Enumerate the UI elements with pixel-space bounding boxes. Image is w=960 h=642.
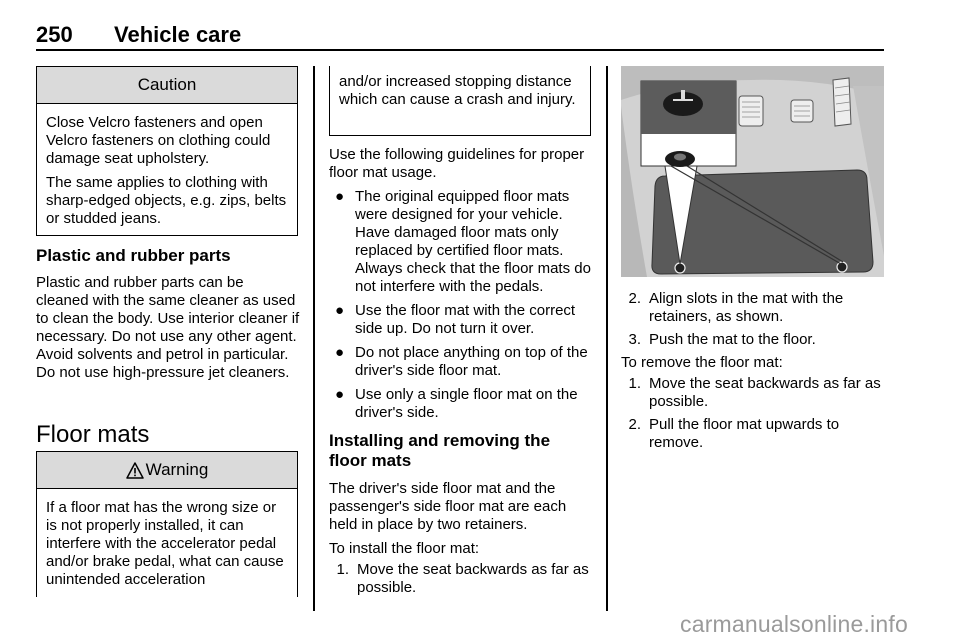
step-text: Align slots in the mat with the retainers, as shown. xyxy=(649,290,844,325)
caution-paragraph: Close Velcro fasteners and open Velcro fasteners on clothing could damage seat upholstery. xyxy=(46,114,271,167)
list-item-text: Do not place anything on top of the driver's side floor mat. xyxy=(355,344,588,379)
watermark: carmanualsonline.info xyxy=(680,611,908,637)
list-item xyxy=(329,386,595,422)
guidelines-intro: Use the following guidelines for proper floor mat usage. xyxy=(329,146,585,181)
step-text: Move the seat backwards as far as possible. xyxy=(357,561,589,596)
step-number: 1. xyxy=(628,375,641,392)
installing-block xyxy=(329,480,595,602)
list-item xyxy=(329,344,595,380)
remove-intro: To remove the floor mat: xyxy=(621,354,783,371)
retainer-icon xyxy=(837,262,847,272)
list-item xyxy=(621,331,887,349)
guidelines-block xyxy=(329,146,595,428)
pedal-icon xyxy=(833,78,851,126)
list-item xyxy=(621,416,887,452)
column-divider-1 xyxy=(313,66,315,611)
pedal-icon xyxy=(791,100,813,122)
step-number: 2. xyxy=(628,290,641,307)
step-number: 1. xyxy=(336,561,349,578)
list-item xyxy=(329,561,595,597)
step-text: Pull the floor mat upwards to remove. xyxy=(649,416,840,451)
retainer-icon xyxy=(675,263,685,273)
bullet-icon: ● xyxy=(335,386,345,403)
list-item xyxy=(621,375,887,411)
caution-box xyxy=(36,66,298,236)
install-intro: To install the floor mat: xyxy=(329,540,480,557)
step-number: 3. xyxy=(628,331,641,348)
floor-mats-heading: Floor mats xyxy=(36,421,150,448)
steps-block xyxy=(621,290,887,457)
bullet-icon: ● xyxy=(335,188,345,205)
step-text: Push the mat to the floor. xyxy=(649,331,816,348)
list-item-text: Use the floor mat with the correct side up. Do not turn it over. xyxy=(355,302,576,337)
column-divider-2 xyxy=(606,66,608,611)
warning-title: Warning xyxy=(145,460,209,479)
warning-box xyxy=(36,451,298,597)
section-title: Vehicle care xyxy=(114,22,242,47)
warning-header xyxy=(37,452,297,489)
warning-body: If a floor mat has the wrong size or is not properly installed, it can interfere with the accelerator pedal and/or brake pedal, what can cause unintended acceleration xyxy=(46,499,284,588)
step-text: Move the seat backwards as far as possible. xyxy=(649,375,881,410)
installing-body: The driver's side floor mat and the passenger's side floor mat are each held in place by two retainers. xyxy=(329,480,567,533)
warning-triangle-icon xyxy=(126,462,144,479)
page-number: 250 xyxy=(36,22,73,47)
bullet-icon: ● xyxy=(335,344,345,361)
list-item xyxy=(329,188,595,296)
warning-box-continued xyxy=(329,66,591,136)
pedal-icon xyxy=(739,96,763,126)
plastic-heading: Plastic and rubber parts xyxy=(36,246,231,265)
list-item xyxy=(621,290,887,326)
caution-title: Caution xyxy=(37,67,297,104)
floor-mat-illustration xyxy=(621,66,884,277)
list-item xyxy=(329,302,595,338)
installing-heading: Installing and removing the floor mats xyxy=(329,431,551,470)
header-rule xyxy=(36,49,884,51)
plastic-body: Plastic and rubber parts can be cleaned with the same cleaner as used to clean the body. Use interior cleaner if necessary. Do not use any other agent. Avoid solvents and petrol in particular. Do not use high-pressure jet cleaners. xyxy=(36,274,300,381)
step-number: 2. xyxy=(628,416,641,433)
caution-paragraph: The same applies to clothing with sharp-edged objects, e.g. zips, belts or studded jeans. xyxy=(46,174,287,227)
bullet-icon: ● xyxy=(335,302,345,319)
warning-continued: and/or increased stopping distance which can cause a crash and injury. xyxy=(339,73,576,108)
list-item-text: The original equipped floor mats were designed for your vehicle. Have damaged floor mats only replaced by certified floor mats. Always check that the floor mats do not interfere with the pedals. xyxy=(355,188,591,295)
floor-mat-drawing xyxy=(621,66,884,277)
list-item-text: Use only a single floor mat on the driver's side. xyxy=(355,386,578,421)
